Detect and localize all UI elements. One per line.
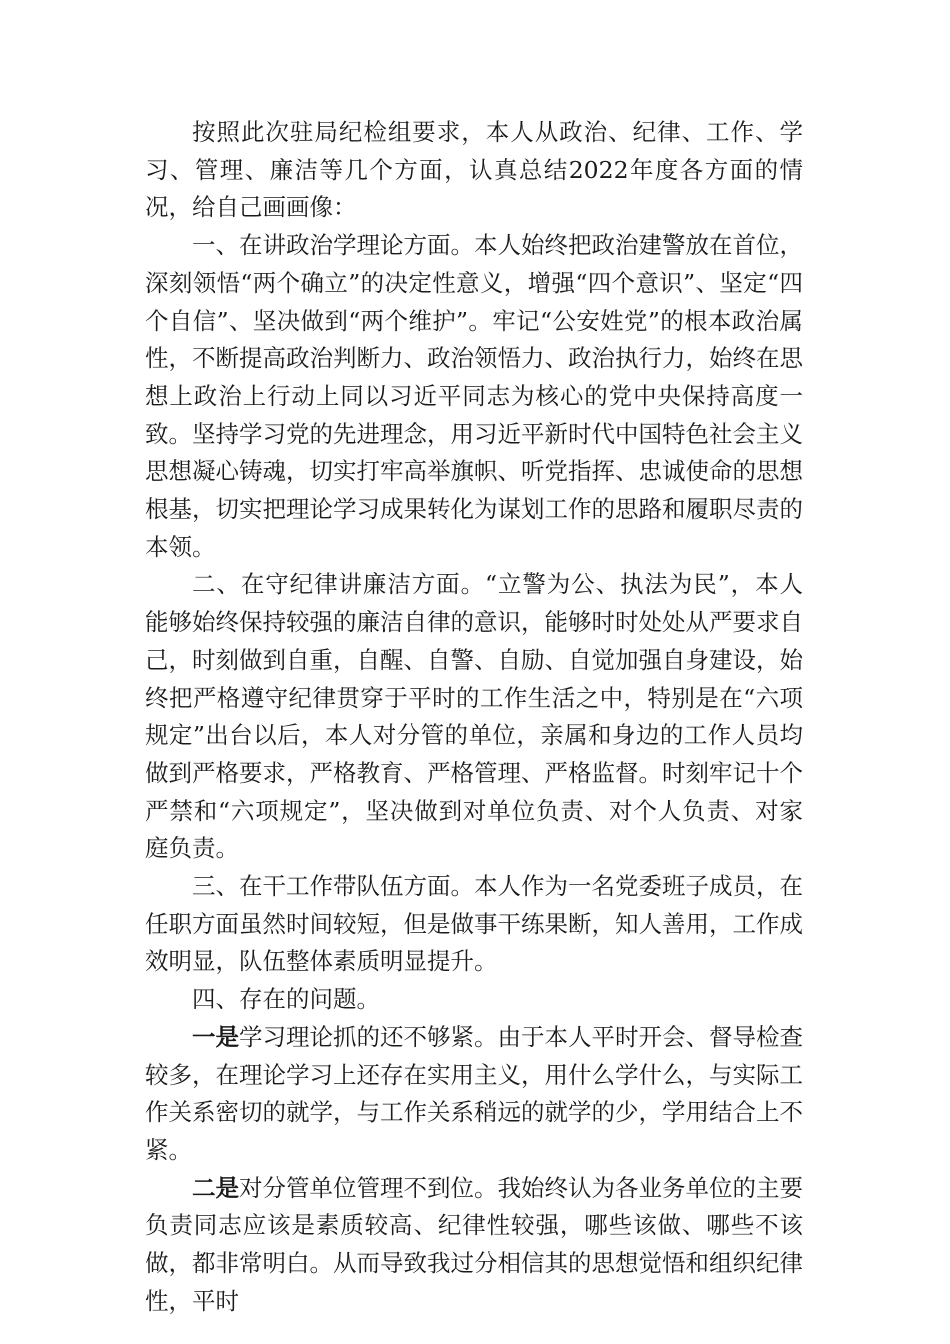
- paragraph-text: 一、在讲政治学理论方面。本人始终把政治建警放在首位，深刻领悟“两个确立”的决定性意义，增强“四个意识”、坚定“四个自信”、坚决做到“两个维护”。牢记“公安姓党”的根本政治属性，不断提高政治判断力、政治领悟力、政治执行力，始终在思想上政治上行动上同以习近平同志为核心的党中央保持高度一致。坚持学习党的先进理念，用习近平新时代中国特色社会主义思想凝心铸魂，切实打牢高举旗帜、听党指挥、忠诚使命的思想根基，切实把理论学习成果转化为谋划工作的思路和履职尽责的本领。: [145, 231, 803, 561]
- paragraph-text: 学习理论抓的还不够紧。由于本人平时开会、督导检查较多，在理论学习上还存在实用主义，用什么学什么，与实际工作关系密切的就学，与工作关系稍远的就学的少，学用结合上不紧。: [145, 1022, 803, 1164]
- paragraph-lead: 二是: [192, 1173, 239, 1202]
- paragraph-problem-1: [145, 1019, 803, 1170]
- paragraph-intro: [145, 114, 803, 227]
- paragraph-text: 四、存在的问题。: [192, 985, 380, 1014]
- paragraph-discipline: [145, 566, 803, 868]
- paragraph-politics: [145, 227, 803, 566]
- paragraph-text: 按照此次驻局纪检组要求，本人从政治、纪律、工作、学习、管理、廉洁等几个方面，认真总结2022年度各方面的情况，给自己画画像：: [145, 118, 803, 222]
- paragraph-text: 三、在干工作带队伍方面。本人作为一名党委班子成员，在任职方面虽然时间较短，但是做事干练果断，知人善用，工作成效明显，队伍整体素质明显提升。: [145, 872, 803, 976]
- paragraph-work: [145, 868, 803, 981]
- paragraph-text: 对分管单位管理不到位。我始终认为各业务单位的主要负责同志应该是素质较高、纪律性较强，哪些该做、哪些不该做，都非常明白。从而导致我过分相信其的思想觉悟和组织纪律性，平时: [145, 1173, 803, 1315]
- paragraph-problems-heading: [145, 981, 803, 1019]
- paragraph-lead: 一是: [192, 1022, 239, 1051]
- paragraph-text: 二、在守纪律讲廉洁方面。“立警为公、执法为民”，本人能够始终保持较强的廉洁自律的意识，能够时时处处从严要求自己，时刻做到自重，自醒、自警、自励、自觉加强自身建设，始终把严格遵守纪律贯穿于平时的工作生活之中，特别是在“六项规定”出台以后，本人对分管的单位，亲属和身边的工作人员均做到严格要求，严格教育、严格管理、严格监督。时刻牢记十个严禁和“六项规定”，坚决做到对单位负责、对个人负责、对家庭负责。: [145, 570, 803, 863]
- document-body: [145, 114, 803, 1321]
- paragraph-problem-2: [145, 1170, 803, 1321]
